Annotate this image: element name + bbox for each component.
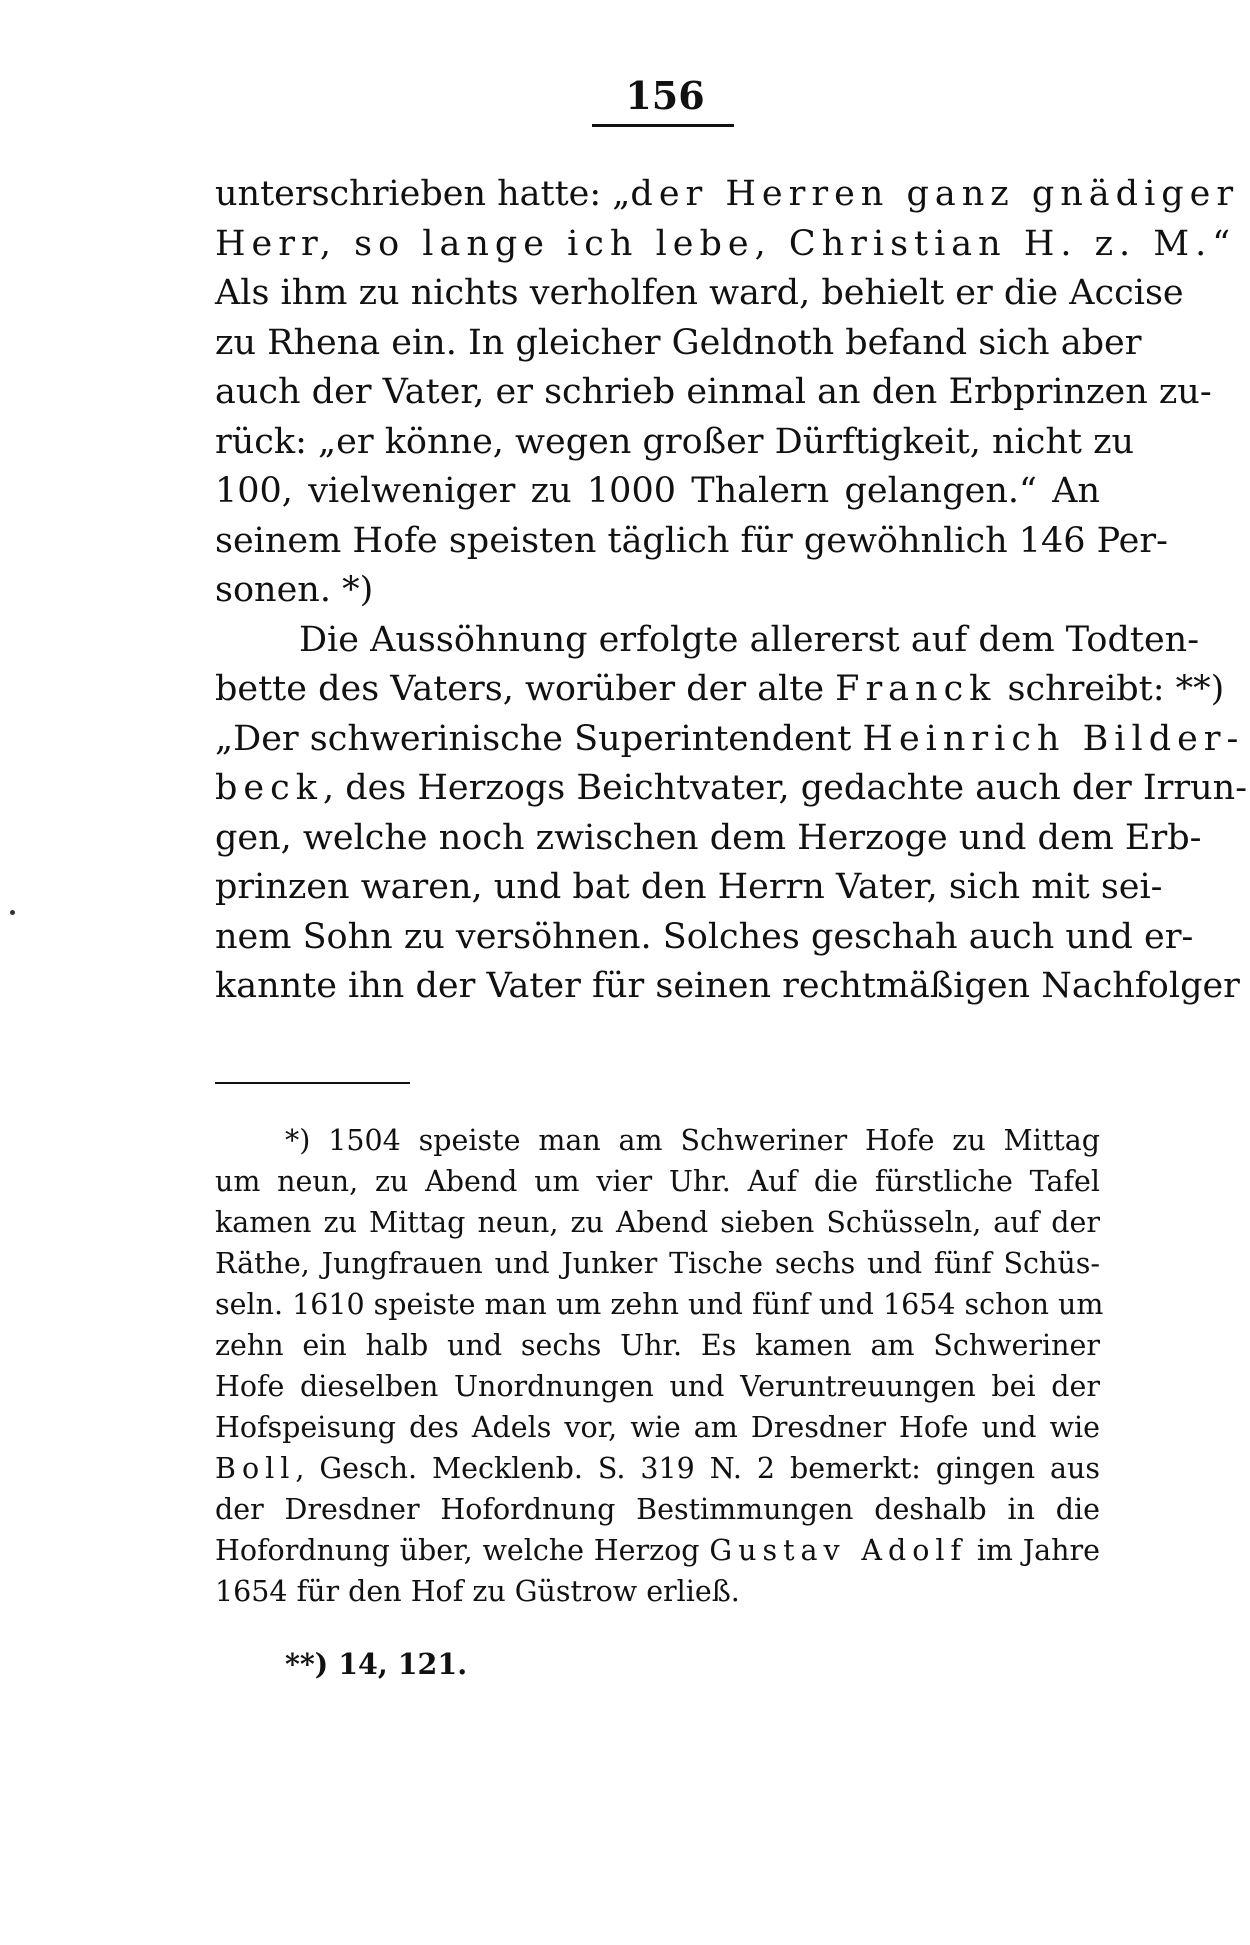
text-line: unterschrieben hatte: „der Herren ganz gnädiger (215, 174, 1240, 214)
footnote-line: kamen zu Mittag neun, zu Abend sieben Schüsseln, auf der (215, 1206, 1100, 1239)
text-line: kannte ihn der Vater für seinen rechtmäßigen Nachfolger (215, 966, 1240, 1006)
footnote-line: um neun, zu Abend um vier Uhr. Auf die fürstliche Tafel (215, 1165, 1100, 1198)
text-line: „Der schwerinische Superintendent Heinrich Bilder- (215, 718, 1245, 759)
text-line: rück: „er könne, wegen großer Dürftigkeit, nicht zu (215, 421, 1135, 462)
text-line: nem Sohn zu versöhnen. Solches geschah auch und er- (215, 916, 1194, 957)
footnote-line: Boll, Gesch. Mecklenb. S. 319 N. 2 bemerkt: gingen aus (215, 1452, 1100, 1485)
page-number-rule (592, 124, 734, 127)
text-line: beck, des Herzogs Beichtvater, gedachte auch der Irrun- (215, 768, 1248, 808)
text-line: prinzen waren, und bat den Herrn Vater, sich mit sei- (215, 867, 1163, 907)
footnote-line: Hofordnung über, welche Herzog Gustav Adolf im Jahre (215, 1534, 1100, 1567)
footnote-one (215, 1120, 1104, 1612)
page-number: 156 (625, 73, 705, 118)
text-line: gen, welche noch zwischen dem Herzoge und dem Erb- (215, 817, 1202, 858)
footnote-line: Hofe dieselben Unordnungen und Veruntreuungen bei der (215, 1370, 1100, 1403)
footnote-line: Hofspeisung des Adels vor, wie am Dresdner Hofe und wie (215, 1411, 1100, 1444)
text-line: Herr, so lange ich lebe, Christian H. z. M.“ (215, 223, 1237, 264)
footnote-line: der Dresdner Hofordnung Bestimmungen deshalb in die (215, 1493, 1100, 1526)
footnote-two: **) 14, 121. (285, 1647, 468, 1681)
footnote-line: *) 1504 speiste man am Schweriner Hofe zu Mittag (285, 1124, 1100, 1157)
text-line: bette des Vaters, worüber der alte Franck schreibt: **) (215, 669, 1225, 709)
text-line: Die Aussöhnung erfolgte allererst auf dem Todten- (299, 619, 1200, 660)
text-line: Als ihm zu nichts verholfen ward, behielt er die Accise (215, 273, 1184, 313)
text-line: seinem Hofe speisten täglich für gewöhnlich 146 Per- (215, 520, 1168, 561)
text-line: 100, vielweniger zu 1000 Thalern gelangen.“ An (215, 471, 1100, 511)
footnote-line: zehn ein halb und sechs Uhr. Es kamen am Schweriner (215, 1329, 1100, 1362)
text-line: sonen. *) (215, 570, 374, 610)
footnote-line: seln. 1610 speiste man um zehn und fünf und 1654 schon um (215, 1288, 1104, 1321)
text-line: zu Rhena ein. In gleicher Geldnoth befand sich aber (215, 322, 1142, 363)
main-text (215, 170, 1248, 1012)
text-line: auch der Vater, er schrieb einmal an den Erbprinzen zu- (215, 372, 1212, 412)
footnote-line: Räthe, Jungfrauen und Junker Tische sechs und fünf Schüs- (215, 1247, 1100, 1280)
footnote-separator (215, 1082, 410, 1084)
margin-speck (10, 910, 15, 915)
footnote-line: 1654 für den Hof zu Güstrow erließ. (215, 1575, 740, 1608)
